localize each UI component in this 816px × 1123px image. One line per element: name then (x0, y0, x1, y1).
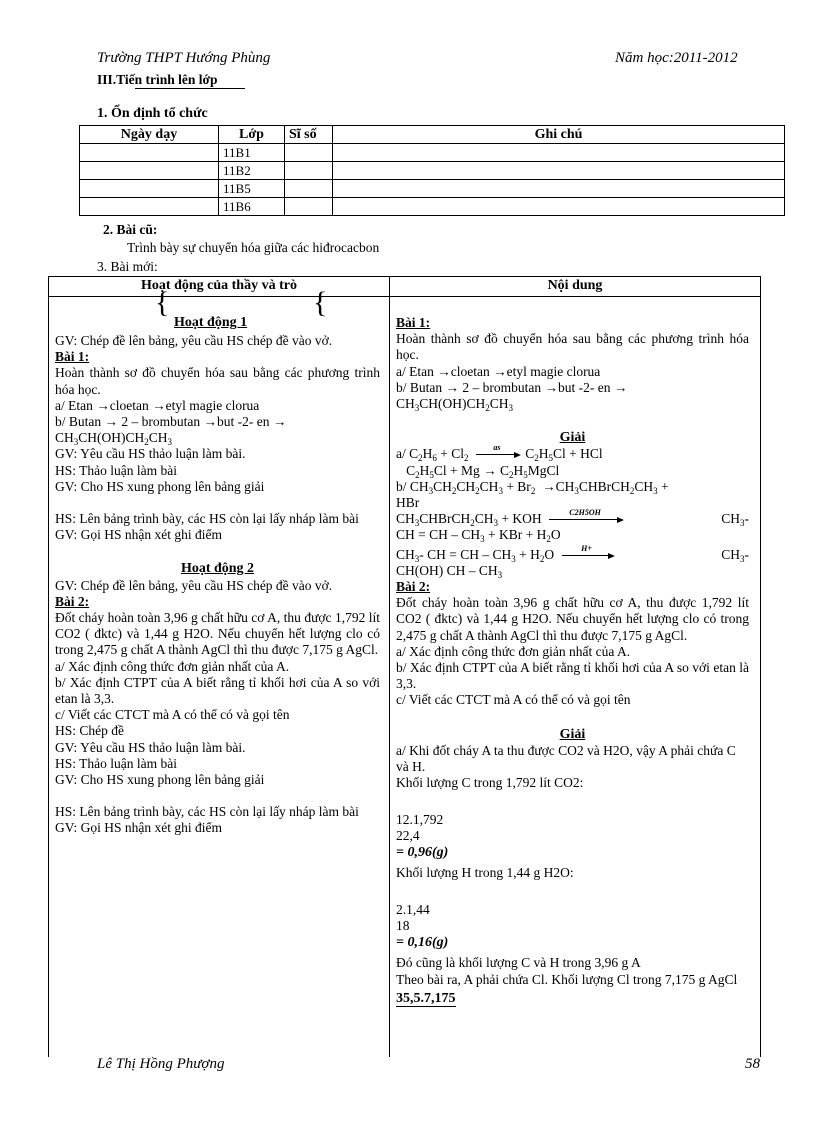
scheme-b-mid: 2 – brombutan (462, 379, 542, 395)
left-column (55, 286, 380, 837)
brace-left: { (155, 286, 170, 319)
gv-instruction-6: GV: Yêu cầu HS thảo luận làm bài. (55, 739, 246, 755)
note-cl: Theo bài ra, A phải chứa Cl. Khối lượng Cl trong 7,175 g AgCl (396, 971, 738, 987)
right-scheme-b (396, 380, 749, 396)
equation-a1: a/ $C_2H_6 + Cl_2$ as $C_2H_5Cl$ + HCl (396, 446, 749, 462)
arrow-as-label: as (493, 443, 501, 453)
item2-title: 2. Bài cũ: (103, 222, 158, 237)
solution-1-title: Giải (559, 430, 586, 446)
notes-cell (333, 144, 785, 162)
scheme-a-mid: cloetan (450, 363, 490, 379)
solution-2-title: Giải (559, 726, 586, 742)
left-question-b: b/ Xác định CTPT của A biết rằng tỉ khối hơi của A so với etan là 3,3. (55, 674, 380, 707)
gv-instruction-5: GV: Chép đề lên bảng, yêu cầu HS chép đề vào vở. (55, 577, 333, 593)
mass-h-text: Khối lượng H trong 1,44 g H2O: (396, 865, 574, 881)
arrow-icon: → (272, 414, 287, 430)
class-cell: 11B2 (219, 162, 285, 180)
equation-a2: $C_2H_5Cl + Mg$ → $C_2H_5MgCl$ (396, 462, 560, 480)
section-title (97, 72, 218, 88)
arrow-ethanol-icon (549, 508, 621, 520)
formula-mass-cl (396, 990, 749, 1007)
arrow-icon: → (152, 397, 166, 413)
fraction-h-result: = 0,16(g) (396, 935, 449, 951)
attendance-header-row (80, 126, 785, 144)
equation-b2: $CH_3CHBrCH_2CH_3$ + KOH C2H5OH $CH_3-$ (396, 511, 749, 527)
date-cell (80, 162, 219, 180)
attendance-table (79, 125, 785, 216)
table-row (80, 162, 785, 180)
count-cell (285, 180, 333, 198)
scheme-b-start: b/ Butan (55, 414, 102, 430)
hs-action-2: HS: Lên bảng trình bày, các HS còn lại lấy nháp làm bài (55, 511, 359, 527)
arrow-icon: → (104, 414, 118, 430)
item3-label: 3. Bài mới: (97, 259, 158, 274)
arrow-as-icon (476, 443, 518, 455)
scheme-a-end: etyl magie clorua (165, 397, 260, 413)
right-bai1-title: Bài 1: (396, 315, 431, 330)
equation-b1-tail: HBr (396, 495, 420, 511)
activity-1-title: Hoạt động 1 (174, 315, 248, 330)
class-cell: 11B1 (219, 144, 285, 162)
right-question-c: c/ Viết các CTCT mà A có thể có và gọi tên (396, 692, 631, 708)
gv-instruction-7: GV: Cho HS xung phong lên bảng giải (55, 772, 265, 788)
right-question-b: b/ Xác định CTPT của A biết rằng tỉ khối hơi của A so với etan là 3,3. (396, 660, 749, 692)
left-bai2-text: Đốt cháy hoàn toàn 3,96 g chất hữu cơ A, thu được 1,792 lít CO2 ( đktc) và 1,44 g H2O. Nếu chuyển hết lượng clo có trong 2,475 g chất A thành AgCl thì thu được 7,175 g AgCl. (55, 610, 380, 658)
attendance-header-notes: Ghi chú (333, 126, 785, 144)
arrow-icon: → (493, 363, 507, 379)
notes-cell (333, 162, 785, 180)
hs-action-3: HS: Chép đề (55, 723, 124, 739)
date-cell (80, 180, 219, 198)
equation-b3: $CH_3-$ CH = CH – $CH_3 + H_2O$ H+ $CH_3-$ (396, 547, 749, 563)
formula-mass-c (396, 793, 749, 809)
notes-cell (333, 180, 785, 198)
solution-2-a: a/ Khi đốt cháy A ta thu được CO2 và H2O, vậy A phải chứa C và H. (396, 742, 736, 775)
equation-b1: b/ $CH_3CH_2CH_2CH_3 + Br_2$ $\to CH_3CHBrCH_2CH_3$ + (396, 478, 669, 496)
left-question-c: c/ Viết các CTCT mà A có thể có và gọi tên (55, 707, 290, 723)
school-year: Năm học:2011-2012 (615, 50, 738, 66)
mass-c-text: Khối lượng C trong 1,792 lít CO2: (396, 775, 584, 791)
date-cell (80, 144, 219, 162)
brace-right: { (313, 286, 328, 319)
class-cell: 11B5 (219, 180, 285, 198)
arrow-icon: → (544, 379, 558, 395)
fraction-h-den: 18 (396, 917, 410, 933)
arrow-icon: → (203, 414, 217, 430)
hd1-row (55, 286, 380, 333)
gv-instruction-4: GV: Gọi HS nhận xét ghi điểm (55, 527, 222, 543)
left-bai2-title: Bài 2: (55, 593, 90, 609)
formula-mass-h (396, 884, 749, 900)
right-bai2-title: Bài 2: (396, 579, 431, 595)
left-scheme-b (55, 414, 380, 430)
arrow-icon: → (437, 363, 451, 379)
school-name: Trường THPT Hướng Phùng (97, 50, 271, 66)
hs-action-1: HS: Thảo luận làm bài (55, 462, 177, 478)
gv-instruction-8: GV: Gọi HS nhận xét ghi điểm (55, 820, 222, 836)
equation-b3-product: CH(OH) CH – $CH_3$ (396, 562, 503, 580)
note-c-h: Đó cũng là khối lượng C và H trong 3,96 g A (396, 955, 641, 971)
arrow-icon: → (542, 478, 556, 494)
left-scheme-b-product: $CH_3CH(OH)CH_2CH_3$ (55, 430, 173, 448)
right-bai1-text: Hoàn thành sơ đồ chuyển hóa sau bằng các phương trình hóa học. (396, 331, 749, 363)
left-bai1-text: Hoàn thành sơ đồ chuyển hóa sau bằng các phương trình hóa học. (55, 365, 380, 397)
content-header: Nội dung (547, 278, 603, 293)
gv-instruction-1: GV: Chép đề lên bảng, yêu cầu HS chép đề vào vở. (55, 333, 333, 348)
arrow-acid-icon (562, 543, 612, 556)
gv-instruction-3: GV: Cho HS xung phong lên bảng giải (55, 478, 265, 494)
table-row (80, 198, 785, 216)
lesson-table-divider (389, 277, 390, 1057)
arrow-ethanol-label: C2H5OH (569, 508, 601, 518)
right-scheme-a (396, 364, 749, 380)
count-cell (285, 198, 333, 216)
arrow-icon: → (613, 379, 628, 395)
fraction-h-num: 2.1,44 (396, 901, 430, 917)
item2-text: Trình bày sự chuyển hóa giữa các hiđrocacbon (127, 240, 380, 255)
teacher-student-header: Hoạt động của thầy và trò (141, 278, 297, 293)
scheme-a-start: a/ Etan (396, 363, 434, 379)
count-cell (285, 162, 333, 180)
item1-title: 1. Ổn định tổ chức (97, 106, 208, 121)
scheme-b-start: b/ Butan (396, 379, 443, 395)
fraction-c-num: 12.1,792 (396, 811, 444, 827)
lesson-table (48, 276, 761, 1057)
arrow-icon: → (483, 462, 497, 478)
fraction-cl-num: 35,5.7,175 (396, 990, 456, 1006)
date-cell (80, 198, 219, 216)
equation-b2-product: CH = CH – $CH_3$ + KBr + $H_2O$ (396, 527, 561, 545)
activity-2-title: Hoạt động 2 (180, 561, 255, 577)
left-scheme-a (55, 398, 380, 414)
gv-instruction-2: GV: Yêu cầu HS thảo luận làm bài. (55, 446, 246, 462)
table-row (80, 144, 785, 162)
attendance-header-date: Ngày dạy (80, 126, 219, 144)
attendance-header-class: Lớp (219, 126, 285, 144)
arrow-acid-label: H+ (581, 543, 592, 553)
author-name: Lê Thị Hồng Phượng (97, 1056, 225, 1072)
scheme-b-end: but -2- en (217, 414, 270, 430)
scheme-b-mid: 2 – brombutan (121, 414, 201, 430)
hs-action-5: HS: Lên bảng trình bày, các HS còn lại lấy nháp làm bài (55, 804, 359, 820)
scheme-a-mid: cloetan (109, 397, 149, 413)
right-column (396, 315, 749, 1007)
table-row (80, 180, 785, 198)
arrow-icon: → (96, 397, 110, 413)
right-question-a: a/ Xác định công thức đơn giản nhất của A. (396, 643, 631, 659)
count-cell (285, 144, 333, 162)
left-bai1-title: Bài 1: (55, 349, 90, 365)
page-number: 58 (745, 1056, 760, 1072)
fraction-c-den: 22,4 (396, 827, 420, 843)
right-scheme-b-product: $CH_3CH(OH)CH_2CH_3$ (396, 396, 514, 414)
section-title-underline (135, 88, 245, 89)
scheme-b-end: but -2- en (558, 379, 611, 395)
section-title-text: III.Tiến trình lên lớp (97, 72, 218, 87)
item3-title (97, 259, 158, 275)
hs-action-4: HS: Thảo luận làm bài (55, 755, 177, 771)
class-cell: 11B6 (219, 198, 285, 216)
scheme-a-end: etyl magie clorua (506, 363, 601, 379)
attendance-header-count: Sĩ số (285, 126, 333, 144)
notes-cell (333, 198, 785, 216)
arrow-icon: → (445, 379, 459, 395)
scheme-a-start: a/ Etan (55, 397, 93, 413)
fraction-c-result: = 0,96(g) (396, 845, 449, 861)
right-bai2-text: Đốt cháy hoàn toàn 3,96 g chất hữu cơ A, thu được 1,792 lít CO2 ( đktc) và 1,44 g H2O. Nếu chuyển hết lượng clo có trong 2,475 g chất A thành AgCl thì thu được 7,175 g AgCl. (396, 595, 749, 643)
left-question-a: a/ Xác định công thức đơn giản nhất của A. (55, 658, 290, 674)
